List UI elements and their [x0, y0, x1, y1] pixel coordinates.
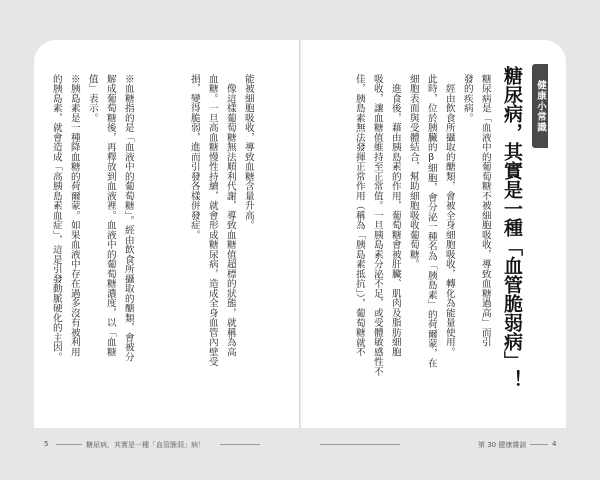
body-column: 值」表示。 [86, 74, 98, 123]
body-column: 進食後，藉由胰島素的作用，葡萄糖會被肝臟、肌肉及脂肪細胞 [389, 74, 401, 357]
body-column: ※胰島素是一種降血糖的荷爾蒙。如果血液中存在過多沒有被利用 [68, 74, 80, 357]
footer-rule-right-2 [530, 444, 548, 445]
body-column: 佳，胰島素無法發揮正常作用（稱為「胰島素抵抗」），葡萄糖就不 [353, 74, 365, 357]
body-column: 細胞表面與受體結合，幫助細胞吸收葡萄糖。 [407, 74, 419, 269]
body-column: 糖尿病是「血液中的葡萄糖不被細胞吸收，導致血糖過高」而引 [479, 74, 491, 347]
body-column: 發的疾病。 [461, 74, 473, 123]
page-number-right: 4 [552, 440, 557, 448]
body-column: 能被細胞吸收，導致血糖含量升高。 [242, 74, 254, 230]
body-column: 此時，位於胰臟的β細胞，會分泌一種名為「胰島素」的荷爾蒙，在 [425, 74, 437, 368]
book-spine [299, 40, 301, 428]
footer-rule-left [56, 444, 82, 445]
body-column: 經由飲食所攝取的醣類，會被全身細胞吸收，轉化為能量使用。 [443, 74, 455, 357]
body-column: ※血糖指的是「血液中的葡萄糖」。經由飲食所攝取的醣類，會被分 [122, 74, 134, 362]
body-column: 解成葡萄糖後，再釋放到血液裡。血液中的葡萄糖濃度，以「血糖 [104, 74, 116, 357]
running-footer-left: 糖尿病，其實是一種「血管脆弱」病！ [86, 441, 205, 449]
body-column: 的胰島素，就會造成「高胰島素血症」，這是引發動脈硬化的主因。 [50, 74, 62, 362]
body-column: 損，變得脆弱，進而引發各樣併發症。 [188, 74, 200, 240]
chapter-title: 糖尿病，其實是一種「血管脆弱病」！ [501, 66, 523, 389]
section-tab: 健康小常識 [532, 64, 548, 148]
page-number-left: 5 [44, 440, 49, 448]
body-column: 像這樣葡萄糖無法順利代謝，導致血糖值超標的狀態，就稱為高 [224, 74, 236, 357]
body-column: 吸收，讓血糖值維持至正常值。一旦胰島素分泌不足，或受體敏感性不 [371, 74, 383, 377]
footer-rule-right [320, 444, 400, 445]
running-footer-right: 第 30 健康雜談 [478, 441, 527, 449]
body-column: 血糖。一旦高血糖慢性持續，就會形成糖尿病，造成全身血管內壁受 [206, 74, 218, 367]
footer-rule-left-2 [220, 444, 260, 445]
